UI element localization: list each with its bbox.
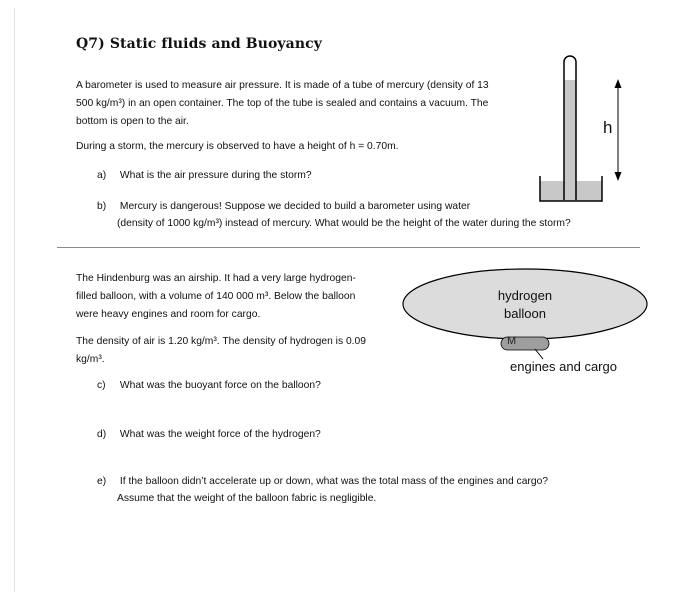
intro-line: were heavy engines and room for cargo. — [76, 309, 261, 320]
hindenburg-intro — [76, 270, 396, 324]
storm-text: During a storm, the mercury is observed to have a height of h = 0.70m. — [76, 141, 399, 152]
gondola-label: M — [507, 335, 517, 347]
mercury-pool — [540, 181, 602, 201]
question-a — [97, 167, 312, 184]
question-c — [97, 377, 321, 394]
question-label: e) — [97, 476, 107, 487]
question-text: What was the buoyant force on the balloon? — [119, 380, 321, 391]
question-b — [97, 198, 571, 232]
section-divider — [57, 247, 640, 248]
arrow-head-up — [615, 79, 622, 88]
engines-label: engines and cargo — [510, 359, 617, 374]
question-d — [97, 426, 321, 443]
pointer-line — [535, 349, 543, 359]
intro-line: A barometer is used to measure air pressure. It is made of a tube of mercury (density of 13 — [76, 80, 489, 91]
balloon-label — [480, 287, 570, 323]
balloon-label-line: hydrogen — [497, 288, 553, 303]
intro-line: filled balloon, with a volume of 140 000 m³. Below the balloon — [76, 291, 356, 302]
balloon-label-line: balloon — [504, 306, 546, 321]
question-label: b) — [97, 201, 107, 212]
question-text: What is the air pressure during the storm? — [119, 170, 312, 181]
intro-line: The Hindenburg was an airship. It had a very large hydrogen- — [76, 273, 356, 284]
question-text: (density of 1000 kg/m³) instead of mercury. What would be the height of the water during the storm? — [117, 218, 571, 229]
question-label: d) — [97, 429, 107, 440]
question-e — [97, 473, 548, 507]
question-text: What was the weight force of the hydrogen? — [119, 429, 321, 440]
question-label: c) — [97, 380, 106, 391]
question-text: Assume that the weight of the balloon fabric is negligible. — [117, 493, 377, 504]
question-text: Mercury is dangerous! Suppose we decided to build a barometer using water — [119, 201, 471, 212]
density-line: The density of air is 1.20 kg/m³. The density of hydrogen is 0.09 — [76, 336, 366, 347]
density-line: kg/m³. — [76, 354, 105, 365]
barometer-intro — [76, 77, 526, 131]
question-label: a) — [97, 170, 107, 181]
arrow-head-down — [615, 172, 622, 181]
question-text: If the balloon didn’t accelerate up or down, what was the total mass of the engines and cargo? — [119, 476, 549, 487]
page-title: Q7) Static fluids and Buoyancy — [76, 36, 322, 52]
density-text — [76, 333, 396, 369]
intro-line: 500 kg/m³) in an open container. The top of the tube is sealed and contains a vacuum. The — [76, 98, 489, 109]
intro-line: bottom is open to the air. — [76, 116, 189, 127]
h-label: h — [603, 118, 613, 137]
barometer-figure — [530, 48, 640, 208]
